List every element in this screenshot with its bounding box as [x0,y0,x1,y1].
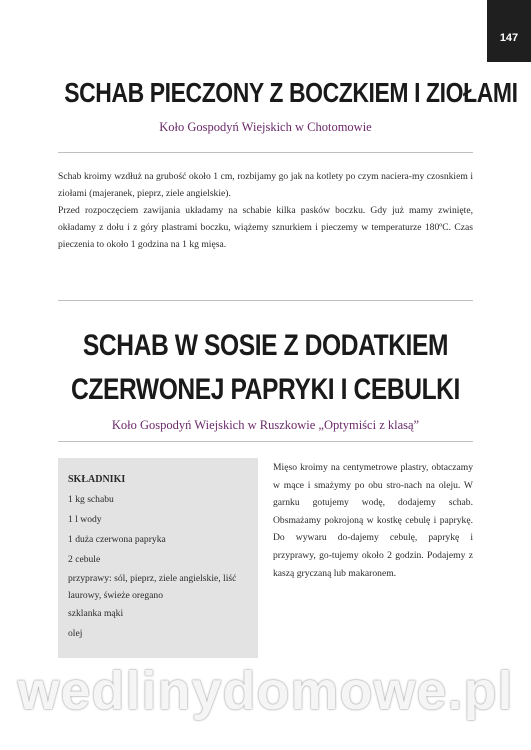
divider [58,300,473,301]
divider [58,152,473,153]
page-number: 147 [499,32,519,44]
ingredient-item: 1 kg schabu [68,494,114,505]
ingredients-box [58,458,258,658]
ingredient-item: szklanka mąki [68,608,124,619]
divider [58,441,473,442]
recipe2-author: Koło Gospodyń Wiejskich w Ruszkowie „Optymiści z klasą” [111,418,420,432]
ingredient-item: 1 duża czerwona papryka [68,534,166,545]
ingredient-item: 2 cebule [68,554,101,565]
recipe1-title: SCHAB PIECZONY Z BOCZKIEM I ZIOŁAMI [64,77,518,108]
recipe1-author: Koło Gospodyń Wiejskich w Chotomowie [159,120,372,134]
recipe2-method: Mięso kroimy na centymetrowe plastry, obtaczamy w mące i smażymy po obu stro-nach na oleju. W garnku gotujemy wodę, dodajemy schab. Obsmażamy pokrojoną w kostkę cebulę i paprykę. Do wywaru do-dajemy cebulę, paprykę i przyprawy, go-tujemy około 2 godzin. Podajemy z kaszą gryczaną lub makaronem. [273,462,473,579]
recipe2-title-line: CZERWONEJ PAPRYKI I CEBULKI [71,373,460,406]
recipe1-paragraph: Schab kroimy wzdłuż na grubość około 1 cm, rozbijamy go jak na kotlety po czym naciera-my czosnkiem i ziołami (majeranek, pieprz, ziele angielskie). [58,171,473,199]
recipe2-title-line: SCHAB W SOSIE Z DODATKIEM [82,329,449,362]
page-number-tab [487,0,531,62]
recipe1-instructions [58,168,473,253]
recipe2-title [64,324,467,412]
ingredient-item: olej [68,628,83,639]
ingredient-item: 1 l wody [68,514,102,525]
ingredients-heading: SKŁADNIKI [68,474,126,485]
watermark: wedlinydomowe.pl [17,661,514,721]
recipe1-paragraph: Przed rozpoczęciem zawijania układamy na schabie kilka pasków boczku. Gdy już mamy zwinięte, okładamy z dołu i z góry plastrami boczku, wiążemy sznurkiem i pieczemy w temperaturze 180ºC. Czas pieczenia to około 1 godzina na 1 kg mięsa. [58,205,473,250]
ingredient-item: przyprawy: sól, pieprz, ziele angielskie, liść laurowy, świeże oregano [68,573,237,601]
ingredients-list [68,490,248,644]
